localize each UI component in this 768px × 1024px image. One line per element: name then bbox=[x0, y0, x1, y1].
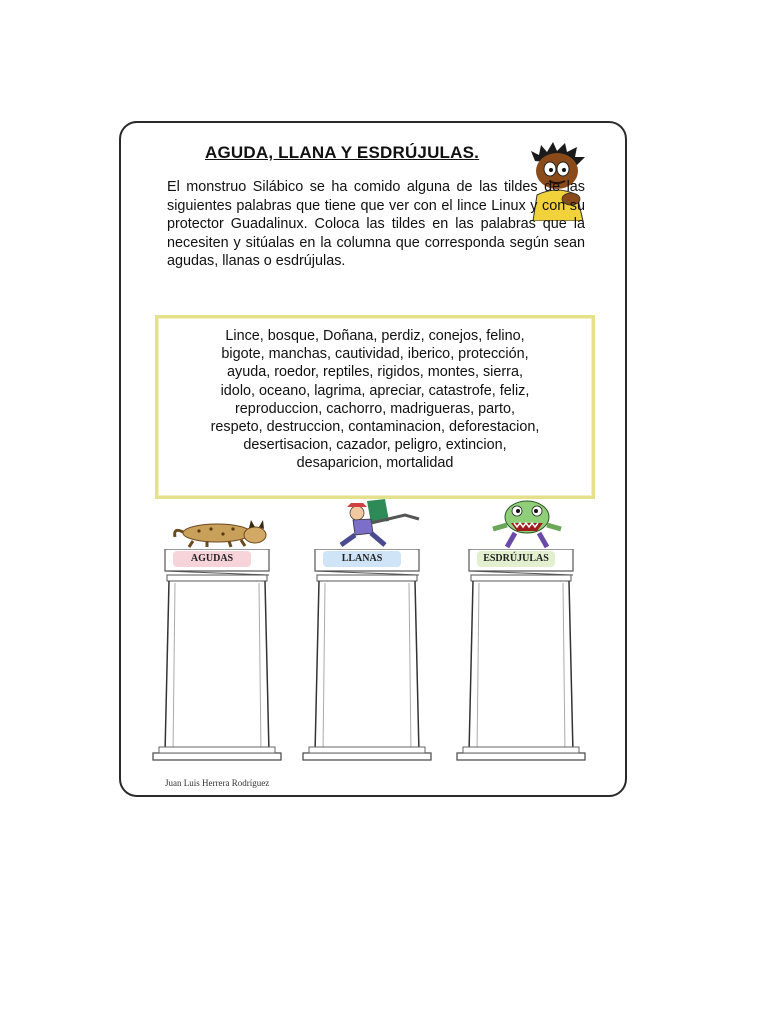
instructions-text: El monstruo Silábico se ha comido alguna de las tildes de las siguientes palabras que tiene que ver con el lince Linux y con su protector Guadalinux. Coloca las tildes en las palabras que la necesiten y sitúalas en la columna que corresponda según sean agudas, llanas o esdrújulas. bbox=[167, 179, 585, 269]
running-character-icon bbox=[327, 499, 423, 549]
pillar-icon bbox=[455, 549, 587, 773]
worksheet-card bbox=[119, 121, 627, 797]
worksheet-title bbox=[205, 143, 479, 163]
word-list-box bbox=[155, 315, 595, 499]
column-agudas bbox=[151, 549, 283, 773]
title-text: AGUDA, LLANA Y ESDRÚJULAS bbox=[205, 143, 475, 162]
lynx-icon bbox=[169, 515, 273, 549]
pillar-icon bbox=[151, 549, 283, 773]
green-monster-icon bbox=[487, 499, 567, 549]
title-period: . bbox=[474, 143, 480, 162]
pillar-icon bbox=[301, 549, 433, 773]
column-label-agudas: AGUDAS bbox=[173, 551, 251, 567]
column-label-esdrujulas: ESDRÚJULAS bbox=[477, 551, 555, 567]
column-label-llanas: LLANAS bbox=[323, 551, 401, 567]
author-credit: Juan Luis Herrera Rodríguez bbox=[165, 778, 270, 788]
column-llanas bbox=[301, 549, 433, 773]
column-esdrujulas bbox=[455, 549, 587, 773]
word-list: Lince, bosque, Doñana, perdiz, conejos, felino, bigote, manchas, cautividad, iberico, protección, ayuda, roedor, reptiles, rigidos, montes, sierra, idolo, oceano, lagrima, apreciar, catastrofe, feliz, reproduccion, cachorro, madrigueras, parto, respeto, destruccion, contaminacion, deforestacion, desertisacion, cazador, peligro, extincion, desaparicion, mortalidad bbox=[210, 328, 540, 472]
